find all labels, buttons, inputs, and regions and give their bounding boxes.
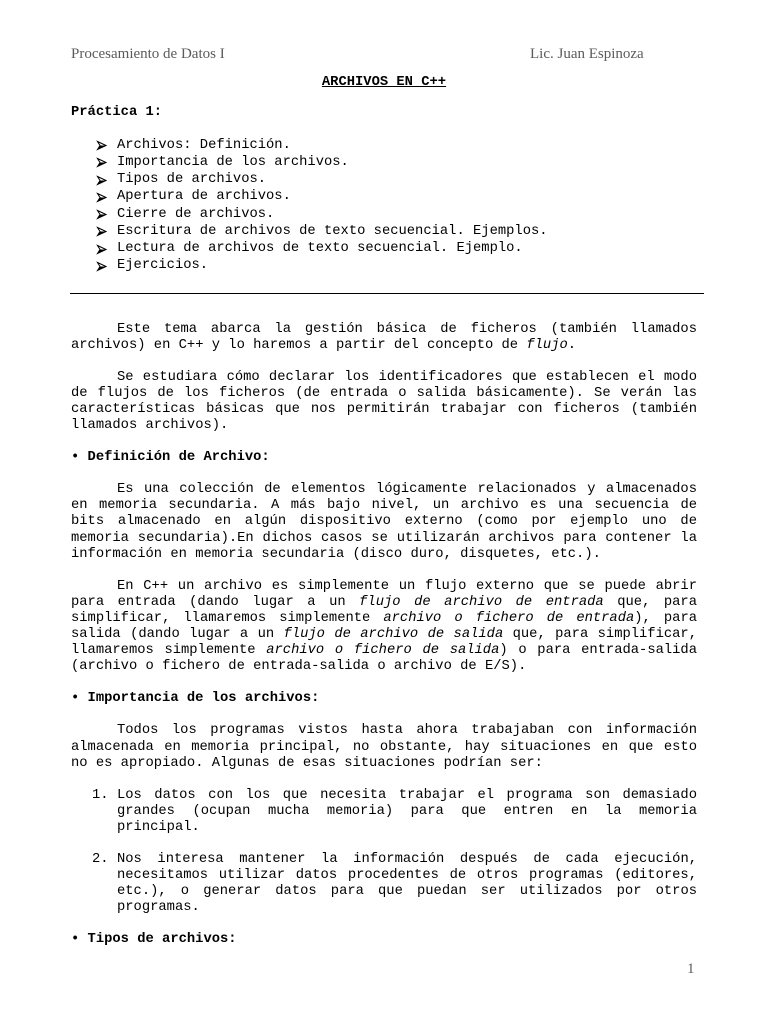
paragraph-text: Este tema abarca la gestión básica de ficheros (también llamados archivos) en C++ y lo haremos a partir del concepto de xyxy=(71,321,697,353)
page-number: 1 xyxy=(687,961,695,977)
bullet-icon: • xyxy=(71,932,80,948)
section-heading-importancia xyxy=(71,691,697,707)
section-heading-text: Definición de Archivo: xyxy=(87,450,270,466)
arrowhead-bullet-icon xyxy=(96,261,107,272)
topic-label: Tipos de archivos. xyxy=(117,172,267,188)
topic-label: Ejercicios. xyxy=(117,258,209,274)
section-heading-text: Importancia de los archivos: xyxy=(87,691,320,707)
list-item-number: 2. xyxy=(92,852,109,868)
paragraph-text: que, para simplificar, llamaremos simplemente xyxy=(71,626,697,659)
arrowhead-bullet-icon xyxy=(96,157,107,168)
arrowhead-bullet-icon xyxy=(96,192,107,203)
list-item-number: 1. xyxy=(92,787,109,803)
topic-label: Importancia de los archivos. xyxy=(117,154,349,170)
header-instructor-name: Lic. Juan Espinoza xyxy=(530,46,644,62)
numbered-list-item xyxy=(71,852,697,916)
bullet-icon: • xyxy=(71,450,80,466)
topic-label: Cierre de archivos. xyxy=(117,206,275,222)
section-paragraph xyxy=(71,723,697,771)
topic-item xyxy=(71,223,697,240)
topic-item xyxy=(71,137,697,154)
arrowhead-bullet-icon xyxy=(96,175,107,186)
topic-label: Archivos: Definición. xyxy=(117,137,291,153)
topic-item xyxy=(71,257,697,274)
arrowhead-bullet-icon xyxy=(96,226,107,237)
topic-item xyxy=(71,171,697,188)
header-course-name: Procesamiento de Datos I xyxy=(71,46,225,62)
section-heading-text: Tipos de archivos: xyxy=(87,932,237,948)
arrowhead-bullet-icon xyxy=(96,244,107,255)
horizontal-rule xyxy=(70,293,704,294)
topic-label: Lectura de archivos de texto secuencial. Ejemplo. xyxy=(117,241,523,257)
topic-item xyxy=(71,188,697,205)
list-item-text: Los datos con los que necesita trabajar el programa son demasiado grandes (ocupan mucha memoria) para que entren en la memoria principal. xyxy=(117,787,697,835)
paragraph-text: Todos los programas vistos hasta ahora trabajaban con información almacenada en memoria principal, no obstante, hay situaciones en que esto no es apropiado. Algunas de esas situaciones podrían ser: xyxy=(71,723,697,771)
numbered-list xyxy=(71,788,697,917)
section-heading-tipos xyxy=(71,932,697,948)
topic-item xyxy=(71,154,697,171)
document-body xyxy=(71,322,697,965)
topic-item xyxy=(71,206,697,223)
arrowhead-bullet-icon xyxy=(96,209,107,220)
emphasized-term: flujo xyxy=(526,337,568,353)
emphasized-term: flujo de archivo de salida xyxy=(283,626,504,642)
paragraph-text: En C++ un archivo es simplemente un flujo externo que se puede abrir para entrada (dando lugar a un xyxy=(71,578,697,610)
document-title: ARCHIVOS EN C++ xyxy=(321,74,447,90)
paragraph-text: ) o para entrada-salida (archivo o fichero de entrada-salida o archivo de E/S). xyxy=(71,643,697,675)
emphasized-term: archivo o fichero de entrada xyxy=(383,610,635,626)
section-paragraph xyxy=(71,579,697,675)
practice-label: Práctica 1: xyxy=(71,104,163,120)
paragraph-text: ), para salida (dando lugar a un xyxy=(71,610,698,642)
list-item-text: Nos interesa mantener la información después de cada ejecución, necesitamos utilizar datos procedentes de otros programas (editores, etc.), o generar datos para que puedan ser utilizados por otros programas. xyxy=(117,852,697,916)
intro-paragraph xyxy=(71,322,697,354)
intro-paragraph xyxy=(71,370,697,434)
topic-label: Escritura de archivos de texto secuencial. Ejemplos. xyxy=(117,223,548,239)
paragraph-text: Se estudiara cómo declarar los identificadores que establecen el modo de flujos de los ficheros (de entrada o salida básicamente). Se verán las características básicas que nos permitirán trabajar con ficheros (también llamados archivos). xyxy=(71,369,697,433)
arrowhead-bullet-icon xyxy=(96,140,107,151)
bullet-icon: • xyxy=(71,691,80,707)
section-paragraph xyxy=(71,482,697,562)
section-heading-definicion xyxy=(71,450,697,466)
topic-label: Apertura de archivos. xyxy=(117,189,291,205)
topics-list xyxy=(71,137,697,275)
emphasized-term: flujo de archivo de entrada xyxy=(359,594,604,610)
paragraph-text: Es una colección de elementos lógicamente relacionados y almacenados en memoria secundaria. A más bajo nivel, un archivo es una secuencia de bits almacenado en algún dispositivo externo (como por ejemplo uno de memoria secundaria).En dichos casos se utilizarán archivos para contener la información en memoria secundaria (disco duro, disquetes, etc.). xyxy=(71,482,697,562)
paragraph-text: . xyxy=(567,337,577,353)
topic-item xyxy=(71,240,697,257)
emphasized-term: archivo o fichero de salida xyxy=(266,643,500,659)
paragraph-text: que, para simplificar, llamaremos simplemente xyxy=(71,594,697,626)
numbered-list-item xyxy=(71,788,697,836)
